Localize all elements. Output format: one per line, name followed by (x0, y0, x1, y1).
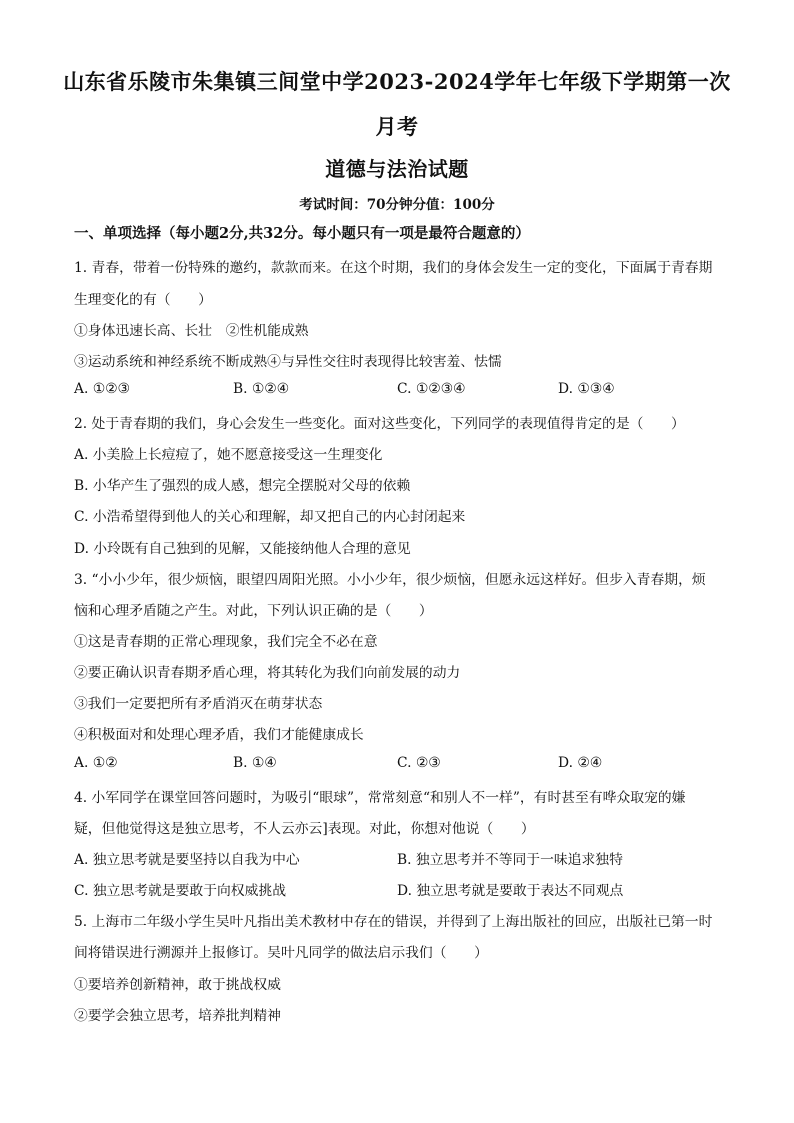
q1-option-d: D. ①③④ (558, 381, 615, 397)
exam-meta: 考试时间：70分钟分值：100分 (299, 197, 495, 213)
q5-stem-line1: 5. 上海市二年级小学生吴叶凡指出美术教材中存在的错误，并得到了上海出版社的回应，出版社已第一时 (74, 914, 713, 930)
q4-stem-line2: 疑，但他觉得这是独立思考，不人云亦云]表现。对此，你想对他说（ ） (74, 821, 535, 837)
q2-option-b: B. 小华产生了强烈的成人感，想完全摆脱对父母的依赖 (74, 478, 411, 494)
q3-option-b: B. ①④ (233, 755, 277, 771)
q5-item-2: ②要学会独立思考，培养批判精神 (74, 1008, 281, 1024)
q1-item-2: ③运动系统和神经系统不断成熟④与异性交往时表现得比较害羞、怯懦 (74, 354, 502, 370)
exam-subject-title: 道德与法治试题 (325, 157, 469, 181)
q2-option-c: C. 小浩希望得到他人的关心和理解，却又把自己的内心封闭起来 (74, 509, 466, 525)
q3-item-4: ④积极面对和处理心理矛盾，我们才能健康成长 (74, 727, 364, 743)
exam-title-line2: 月考 (375, 114, 419, 139)
q3-stem-line1: 3. “小小少年，很少烦恼，眼望四周阳光照。小小少年，很少烦恼，但愿永远这样好。但步入青春期，烦 (74, 572, 706, 588)
q5-item-1: ①要培养创新精神，敢于挑战权威 (74, 977, 281, 993)
q4-option-c: C. 独立思考就是要敢于向权威挑战 (74, 883, 286, 899)
q1-option-b: B. ①②④ (233, 381, 290, 397)
q3-option-a: A. ①② (74, 755, 118, 771)
q1-option-c: C. ①②③④ (397, 381, 466, 397)
q3-option-c: C. ②③ (397, 755, 441, 771)
q2-option-a: A. 小美脸上长痘痘了，她不愿意接受这一生理变化 (74, 447, 383, 463)
q5-stem-line2: 间将错误进行溯源并上报修订。吴叶凡同学的做法启示我们（ ） (74, 945, 488, 961)
q3-stem-line2: 恼和心理矛盾随之产生。对此，下列认识正确的是（ ） (74, 603, 433, 619)
q2-stem-line1: 2. 处于青春期的我们，身心会发生一些变化。面对这些变化，下列同学的表现值得肯定的是（ ） (74, 416, 685, 432)
q3-option-d: D. ②④ (558, 755, 603, 771)
q1-item-1: ①身体迅速长高、长壮 ②性机能成熟 (74, 323, 309, 339)
q4-option-b: B. 独立思考并不等同于一味追求独特 (397, 852, 623, 868)
exam-title-line1: 山东省乐陵市朱集镇三间堂中学2023-2024学年七年级下学期第一次 (63, 69, 731, 94)
q4-stem-line1: 4. 小军同学在课堂回答问题时，为吸引“眼球”，常常刻意“和别人不一样”，有时甚至有哗众取宠的嫌 (74, 790, 686, 806)
q4-option-d: D. 独立思考就是要敢于表达不同观点 (397, 883, 624, 899)
q3-item-2: ②要正确认识青春期矛盾心理，将其转化为我们向前发展的动力 (74, 665, 461, 681)
q4-option-a: A. 独立思考就是要坚持以自我为中心 (74, 852, 300, 868)
q1-stem-line2: 生理变化的有（ ） (74, 292, 212, 308)
q1-option-a: A. ①②③ (74, 381, 130, 397)
q3-item-1: ①这是青春期的正常心理现象，我们完全不必在意 (74, 634, 378, 650)
q3-item-3: ③我们一定要把所有矛盾消灭在萌芽状态 (74, 696, 323, 712)
section-heading: 一、单项选择（每小题2分,共32分。每小题只有一项是最符合题意的） (74, 225, 530, 242)
q2-option-d: D. 小玲既有自己独到的见解，又能接纳他人合理的意见 (74, 541, 411, 557)
q1-stem-line1: 1. 青春，带着一份特殊的邀约，款款而来。在这个时期，我们的身体会发生一定的变化，下面属于青春期 (74, 260, 713, 276)
